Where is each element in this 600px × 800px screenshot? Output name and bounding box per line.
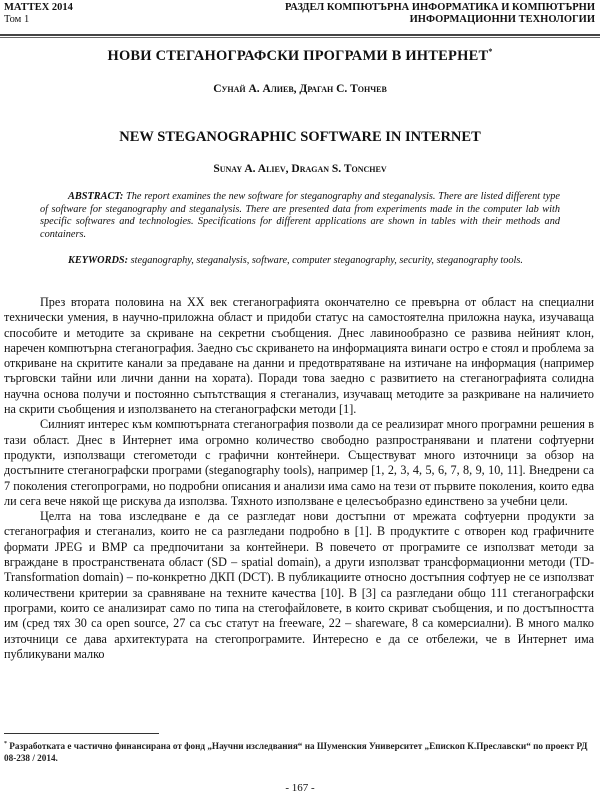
footnote-marker: * bbox=[4, 741, 7, 747]
authors-bg: Сунай А. Алиев, Драган С. Тончев bbox=[213, 83, 387, 95]
footnote bbox=[4, 739, 594, 764]
paper-title-bg bbox=[0, 47, 600, 65]
body-text bbox=[4, 295, 594, 662]
abstract bbox=[40, 191, 560, 241]
keywords bbox=[40, 255, 560, 268]
title-bg-text: НОВИ СТЕГАНОГРАФСКИ ПРОГРАМИ В ИНТЕРНЕТ bbox=[107, 47, 489, 64]
paper-title-en: NEW STEGANOGRAPHIC SOFTWARE IN INTERNET bbox=[119, 129, 481, 145]
keywords-label: KEYWORDS: bbox=[68, 255, 129, 266]
title-footnote-marker: * bbox=[488, 47, 493, 56]
section-line-1: РАЗДЕЛ КОМПЮТЪРНА ИНФОРМАТИКА И КОМПЮТЪРНИ bbox=[285, 2, 595, 13]
section-line-2: ИНФОРМАЦИОННИ ТЕХНОЛОГИИ bbox=[409, 14, 595, 25]
journal-name: MATTEX 2014 bbox=[4, 2, 73, 13]
page-number: - 167 - bbox=[285, 782, 315, 794]
footnote-text: Разработката е частично финансирана от фонд „Научни изследвания“ на Шуменския Университет „Епископ К.Преславски“ по проект РД 08-238 / 2014. bbox=[4, 741, 588, 763]
paragraph: Силният интерес към компютърната стеганография позволи да се реализират много програмни решения в тази област. Днес в Интернет има огромно количество свободно разпространявани и платени софтуерни продукти, използващи стегометоди с графични контейнери. Съществуват много източници за обзор на достъпните стеганографски програми (steganography tools), например [1, 2, 3, 4, 5, 6, 7, 8, 9, 10, 11]. Внедрени са 7 поколения стегопрограми, но подробни описания и анализи има само на тези от първите поколения, които едва ли сега вече някой ще рискува да използва. Тяхното използване е целесъобразно единствено за учебни цели. bbox=[4, 417, 594, 508]
running-header-left bbox=[4, 2, 73, 26]
paragraph: През втората половина на XX век стеганографията окончателно се превърна от област на специални технически умения, в научно-приложна област и придоби статус на самостоятелна приложна наука, изучаваща способите и методите за скриване на секретни съобщения. Днес лавинообразно се развива нейният клон, наречен компютърна стеганография. Заедно със скриването на информацията винаги остро е стоял и проблема за откриване на скритите канали за предаване на данни и предотвратяване на изтичане на информация (например търговски тайни или лични данни на хората). Поради това заедно с развитието на стеганографията солидна научна основа получи и постоянно съпътстващия я стеганализ, изучаващ методите за разкриване на наличието на скрити съобщения и използването на стеганографски методи [1]. bbox=[4, 295, 594, 417]
paragraph: Целта на това изследване е да се разгледат нови достъпни от мрежата софтуерни продукти за стеганография и стеганализ, които не са разгледани подробно в [1]. В продуктите с отворен код графичните формати JPEG и BMP са предпочитани за контейнери. В повечето от програмите се използват методи за вграждане в пространствената област (SD – spatial domain), а други използват трансформационни методи (TD-Transformation domain) – по-конкретно ДКП (DCT). В публикациите относно достъпния софтуер не се използват количествени критерии за сравняване на техните качества [10]. В [3] са разгледани общо 111 стеганографски програми, които се анализират само по типа на стегофайловете, в които скриват съобщения, и по достъпността им (сред тях 30 са open source, 27 са със статут на freeware, 22 – shareware, 8 са комерсиални). В много малко източници се дава архитектурата на стегопрограмите. Интересно е да се отбележи, че в Интернет има публикувани малко bbox=[4, 509, 594, 661]
running-header-right bbox=[285, 2, 595, 26]
abstract-label: ABSTRACT: bbox=[68, 191, 124, 202]
keywords-text: steganography, steganalysis, software, computer steganography, security, steganography tools. bbox=[128, 255, 523, 266]
header-rule bbox=[0, 34, 600, 38]
volume-label: Том 1 bbox=[4, 14, 30, 25]
authors-en: Sunay A. Aliev, Dragan S. Tonchev bbox=[213, 163, 387, 175]
footnote-separator bbox=[4, 733, 159, 734]
abstract-text: The report examines the new software for steganography and steganalysis. There are listed different type of software for steganography and steganalysis. There are presented data from experiments made in the computer lab with specific softwares and technologies. Specifications for different applications are shown in tables with their methods and containers. bbox=[40, 191, 560, 240]
